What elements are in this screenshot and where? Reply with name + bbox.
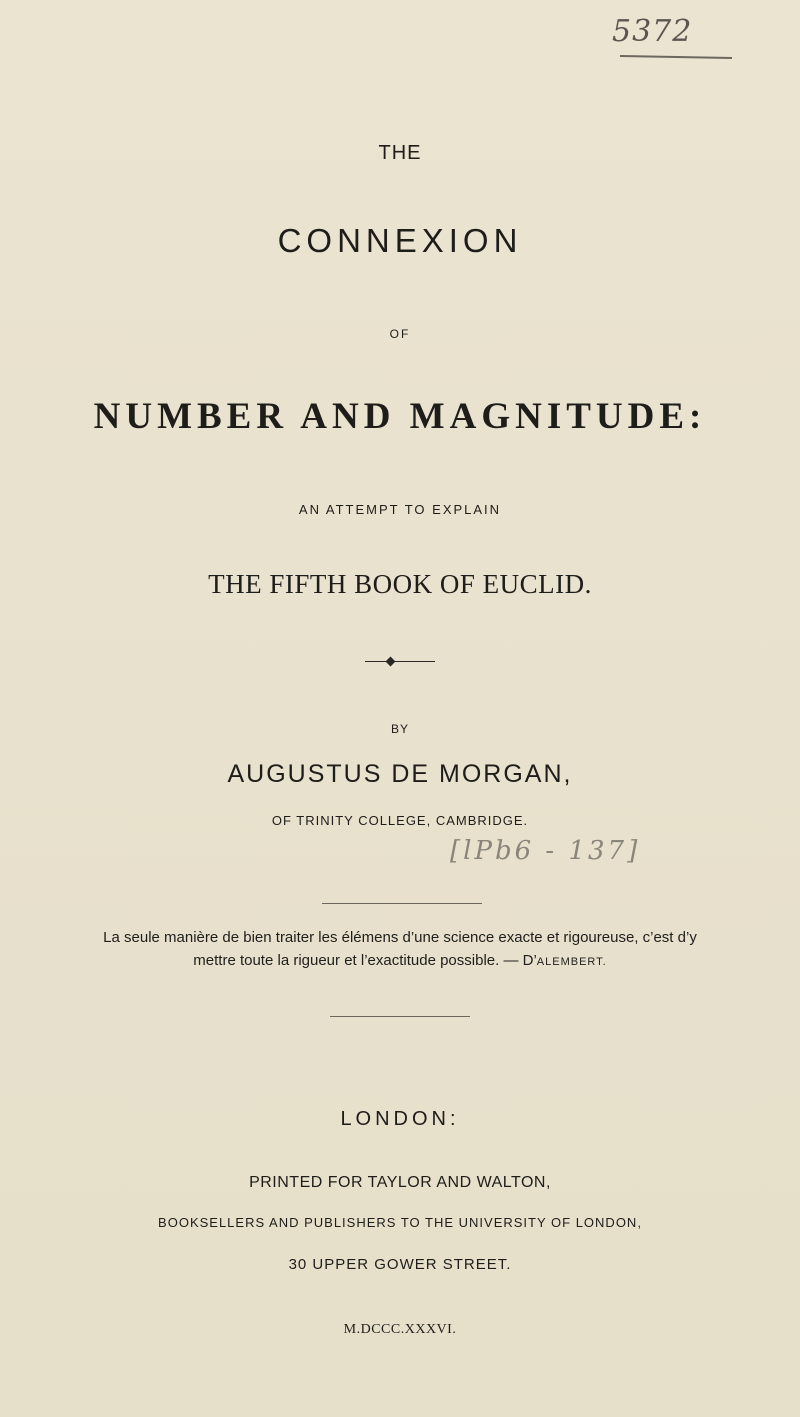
- divider-rule-bottom: [330, 1016, 470, 1017]
- epigraph-attribution: ALEMBERT.: [536, 956, 607, 968]
- author-affiliation: OF TRINITY COLLEGE, CAMBRIDGE.: [271, 813, 529, 828]
- epigraph-line-2: [60, 949, 740, 974]
- title-connexion: CONNEXION: [277, 222, 523, 259]
- shelfmark-underline: [620, 55, 732, 59]
- epigraph: [60, 926, 740, 974]
- main-title: NUMBER AND MAGNITUDE:: [93, 396, 707, 437]
- imprint-booksellers: BOOKSELLERS AND PUBLISHERS TO THE UNIVERSITY OF LONDON,: [158, 1215, 642, 1230]
- subtitle: THE FIFTH BOOK OF EUCLID.: [208, 569, 592, 599]
- imprint-printed-for: PRINTED FOR TAYLOR AND WALTON,: [249, 1174, 551, 1191]
- catalog-handwritten: [lPb6 - 137]: [450, 836, 641, 866]
- imprint-city: LONDON:: [340, 1108, 460, 1130]
- epigraph-line-1: La seule manière de bien traiter les élémens d’une science exacte et rigoureuse, c’est d’y: [103, 929, 697, 946]
- title-the: THE: [378, 142, 422, 164]
- epigraph-line-2-text: mettre toute la rigueur et l’exactitude possible. — D’: [193, 952, 537, 969]
- imprint-date: M.DCCC.XXXVI.: [343, 1322, 457, 1337]
- by-label: BY: [390, 722, 409, 736]
- subtitle-lead: AN ATTEMPT TO EXPLAIN: [298, 502, 502, 517]
- shelfmark-handwritten: 5372: [612, 14, 693, 49]
- title-of: OF: [389, 327, 411, 341]
- imprint-address: 30 UPPER GOWER STREET.: [288, 1256, 512, 1273]
- author-name: AUGUSTUS DE MORGAN,: [227, 760, 573, 788]
- ornamental-rule: [365, 658, 435, 666]
- divider-rule-top: [322, 903, 482, 904]
